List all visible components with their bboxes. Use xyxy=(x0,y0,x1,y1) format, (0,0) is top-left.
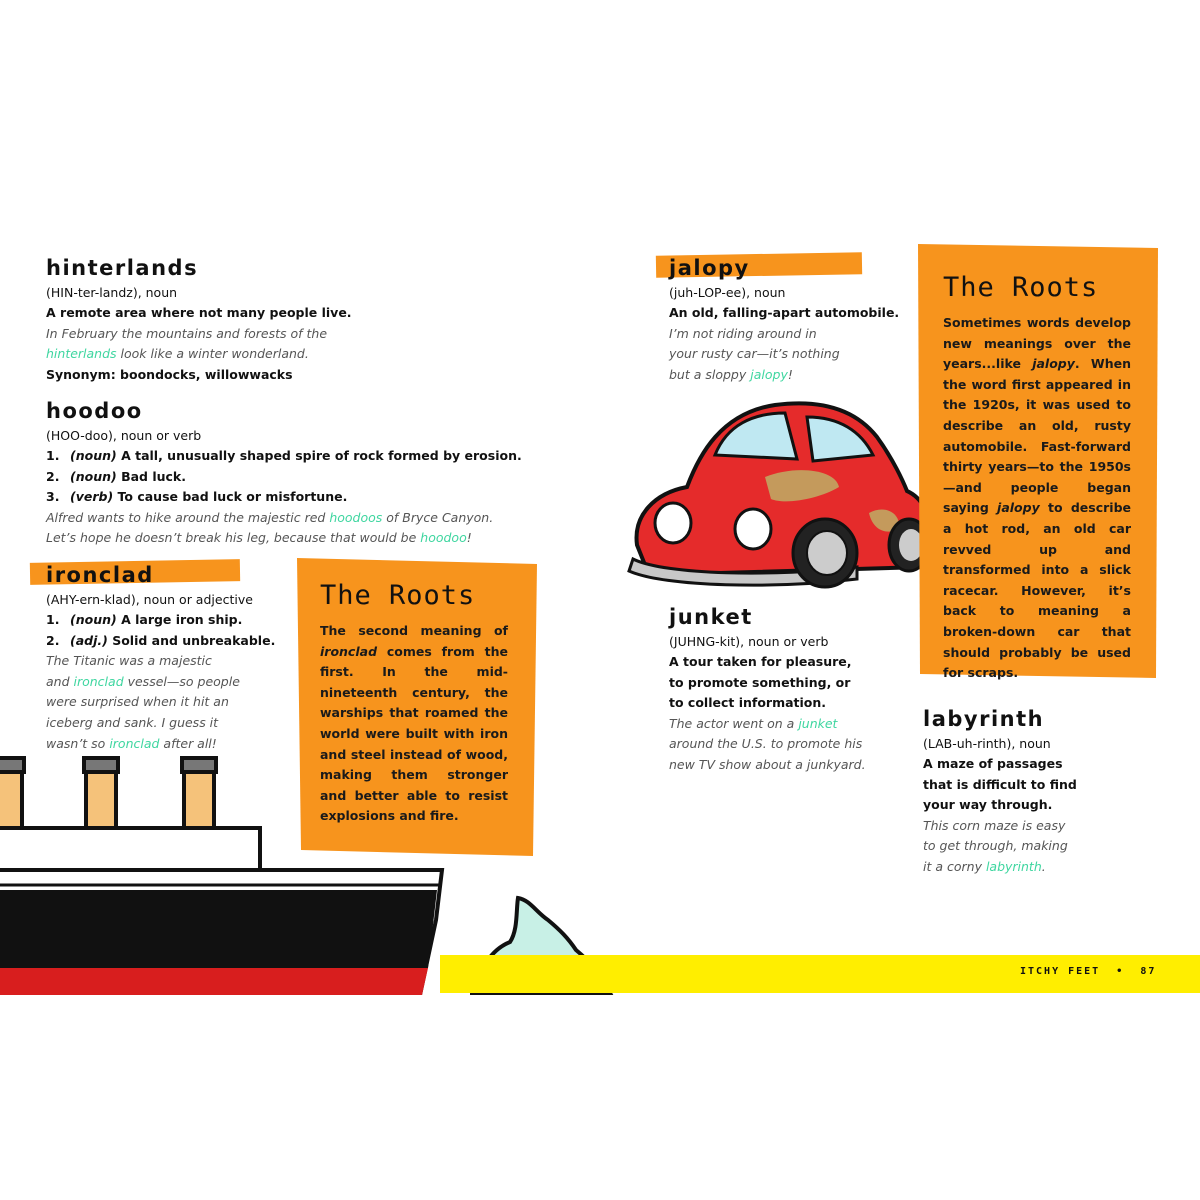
entry-hinterlands xyxy=(46,255,386,385)
headword-labyrinth: labyrinth xyxy=(923,707,1045,731)
example: This corn maze is easy to get through, making it a corny labyrinth. xyxy=(923,817,1068,874)
entry-jalopy xyxy=(669,255,909,385)
list-item: 1. (noun) A tall, unusually shaped spire of rock formed by erosion. xyxy=(46,448,522,463)
example: The actor went on a junket around the U.S. to promote his new TV show about a junkyard. xyxy=(669,715,866,772)
example: I’m not riding around in your rusty car—it’s nothing but a sloppy jalopy! xyxy=(669,325,840,382)
roots-title: The Roots xyxy=(943,272,1099,303)
page-number: 87 xyxy=(1140,966,1157,977)
section-title: ITCHY FEET xyxy=(1020,966,1101,977)
headword-hinterlands: hinterlands xyxy=(46,256,199,280)
headword-junket: junket xyxy=(669,605,753,629)
list-item: 2. (adj.) Solid and unbreakable. xyxy=(46,632,276,648)
pronunciation: (AHY-ern-klad), noun or adjective xyxy=(46,592,253,607)
entry-labyrinth xyxy=(923,706,1123,878)
car-illustration xyxy=(625,395,940,590)
separator: • xyxy=(1116,966,1125,977)
definition: A maze of passages that is difficult to find your way through. xyxy=(923,756,1077,813)
example: The Titanic was a majestic and ironclad vessel—so people were surprised when it hit an iceberg and sank. I guess it wasn’t so ironclad after all! xyxy=(46,653,240,751)
entry-junket xyxy=(669,604,909,776)
pronunciation: (HIN-ter-landz), noun xyxy=(46,285,178,300)
example: In February the mountains and forests of the hinterlands look like a winter wonderland. xyxy=(46,325,328,362)
entry-hoodoo xyxy=(46,398,546,549)
example-highlight: hinterlands xyxy=(46,346,117,362)
ship-illustration xyxy=(0,740,450,995)
pronunciation: (JUHNG-kit), noun or verb xyxy=(669,634,829,649)
definition: A remote area where not many people live. xyxy=(46,305,352,320)
roots-box-right xyxy=(943,272,1131,684)
headword-jalopy: jalopy xyxy=(669,256,750,280)
list-item: 2. (noun) Bad luck. xyxy=(46,468,186,484)
roots-title: The Roots xyxy=(320,580,476,611)
pronunciation: (LAB-uh-rinth), noun xyxy=(923,736,1051,751)
headword-ironclad: ironclad xyxy=(46,563,154,587)
headword-hoodoo: hoodoo xyxy=(46,399,143,423)
synonym: Synonym: boondocks, willowwacks xyxy=(46,366,293,382)
roots-body: The second meaning of ironclad comes from the first. In the mid-nineteenth century, the warships that roamed the world were built with iron and steel instead of wood, making them stronger and better able to resist explosions and fire. xyxy=(320,623,508,824)
list-item: 3. (verb) To cause bad luck or misfortune. xyxy=(46,489,348,505)
pronunciation: (HOO-doo), noun or verb xyxy=(46,428,202,443)
example: Alfred wants to hike around the majestic red hoodoos of Bryce Canyon. Let’s hope he doesn’t break his leg, because that would be hoodoo! xyxy=(46,509,494,546)
list-item: 1. (noun) A large iron ship. xyxy=(46,612,243,627)
definition-list xyxy=(46,446,546,508)
definition: An old, falling-apart automobile. xyxy=(669,305,900,320)
footer xyxy=(1020,966,1156,977)
roots-body: Sometimes words develop new meanings over the years...like jalopy. When the word first appeared in the 1920s, it was used to describe an old, rusty automobile. Fast-forward thirty years—to the 1950s—and people began saying jalopy to describe a hot rod, an old car revved up and transformed into a slick racecar. However, it’s back to meaning a broken-down car that should probably be used for scraps. xyxy=(943,315,1132,681)
entry-ironclad xyxy=(46,562,296,754)
pronunciation: (juh-LOP-ee), noun xyxy=(669,285,786,300)
definition-list xyxy=(46,610,296,651)
definition: A tour taken for pleasure, to promote something, or to collect information. xyxy=(669,654,852,711)
